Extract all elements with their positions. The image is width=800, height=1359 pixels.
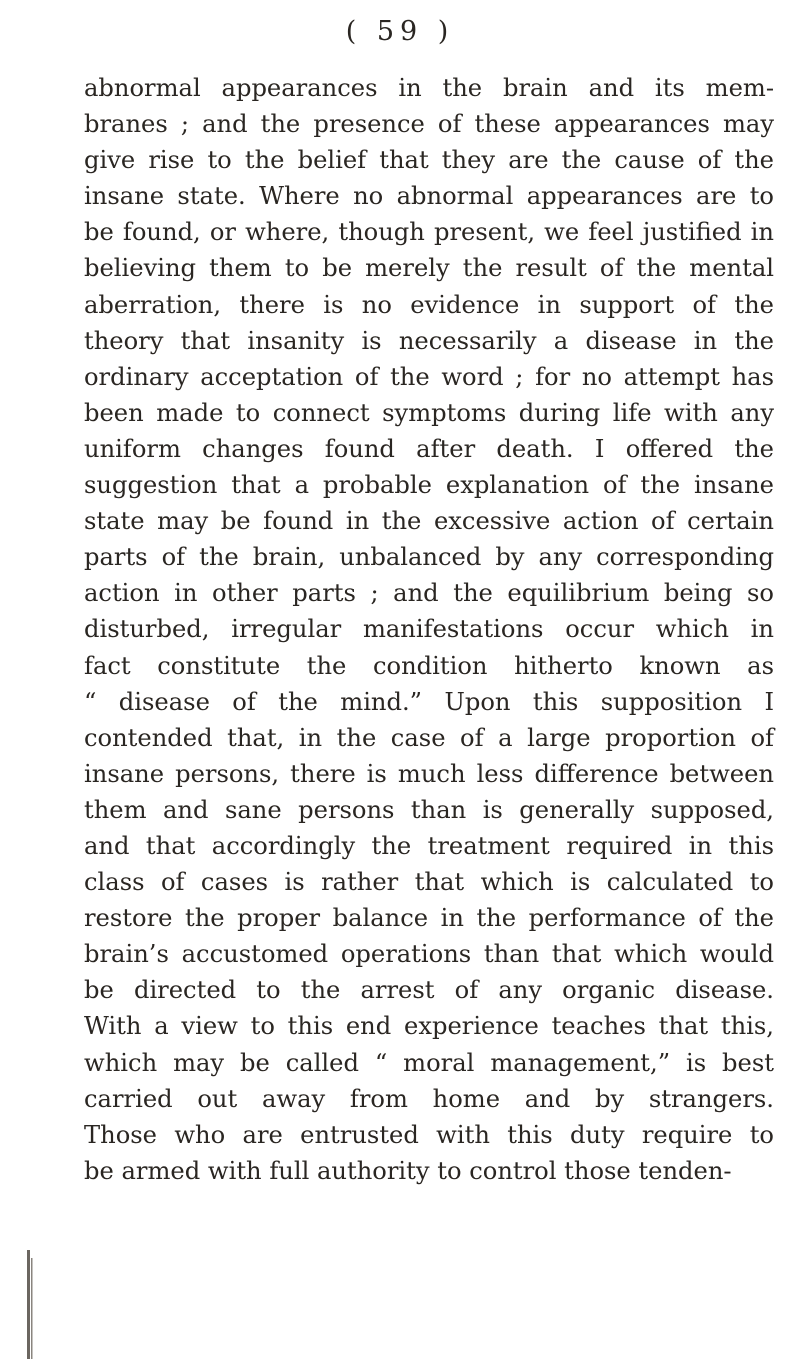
text-line: be directed to the arrest of any organic disease. <box>84 976 774 1005</box>
text-line: be found, or where, though present, we feel justified in <box>84 218 774 247</box>
text-line: aberration, there is no evidence in support of the <box>84 290 774 319</box>
text-line: contended that, in the case of a large proportion of <box>84 723 774 752</box>
text-line: restore the proper balance in the performance of the <box>84 904 774 933</box>
text-line: ordinary acceptation of the word ; for no attempt has <box>84 362 774 391</box>
text-line: uniform changes found after death. I offered the <box>84 434 774 463</box>
text-line: fact constitute the condition hitherto known as <box>84 651 774 680</box>
text-line: With a view to this end experience teaches that this, <box>84 1012 774 1041</box>
body-text <box>84 70 774 1189</box>
text-line: theory that insanity is necessarily a disease in the <box>84 326 774 355</box>
text-line: which may be called “ moral management,” is best <box>84 1048 774 1077</box>
text-line: insane persons, there is much less difference between <box>84 759 774 788</box>
text-line: “ disease of the mind.” Upon this supposition I <box>84 687 774 716</box>
page-number: ( 59 ) <box>345 16 455 47</box>
text-line: give rise to the belief that they are the cause of the <box>84 146 774 175</box>
text-line: Those who are entrusted with this duty require to <box>84 1120 774 1149</box>
text-line: suggestion that a probable explanation of the insane <box>84 471 774 500</box>
text-line: disturbed, irregular manifestations occur which in <box>84 615 774 644</box>
text-line: carried out away from home and by strangers. <box>84 1084 774 1113</box>
text-line: insane state. Where no abnormal appearances are to <box>84 182 774 211</box>
text-line: and that accordingly the treatment required in this <box>84 831 774 860</box>
text-line: been made to connect symptoms during life with any <box>84 398 774 427</box>
text-line: them and sane persons than is generally supposed, <box>84 795 774 824</box>
text-line: believing them to be merely the result of the mental <box>84 254 774 283</box>
text-line: abnormal appearances in the brain and its mem- <box>84 74 774 102</box>
text-line: brain’s accustomed operations than that which would <box>84 940 774 969</box>
text-line: class of cases is rather that which is calculated to <box>84 868 774 897</box>
text-line: parts of the brain, unbalanced by any corresponding <box>84 543 774 572</box>
text-line: be armed with full authority to control those tenden- <box>84 1156 732 1185</box>
text-line: state may be found in the excessive action of certain <box>84 507 774 536</box>
text-line: branes ; and the presence of these appearances may <box>84 110 774 139</box>
text-line: action in other parts ; and the equilibrium being so <box>84 579 774 608</box>
binding-edge-mark <box>26 1250 34 1359</box>
